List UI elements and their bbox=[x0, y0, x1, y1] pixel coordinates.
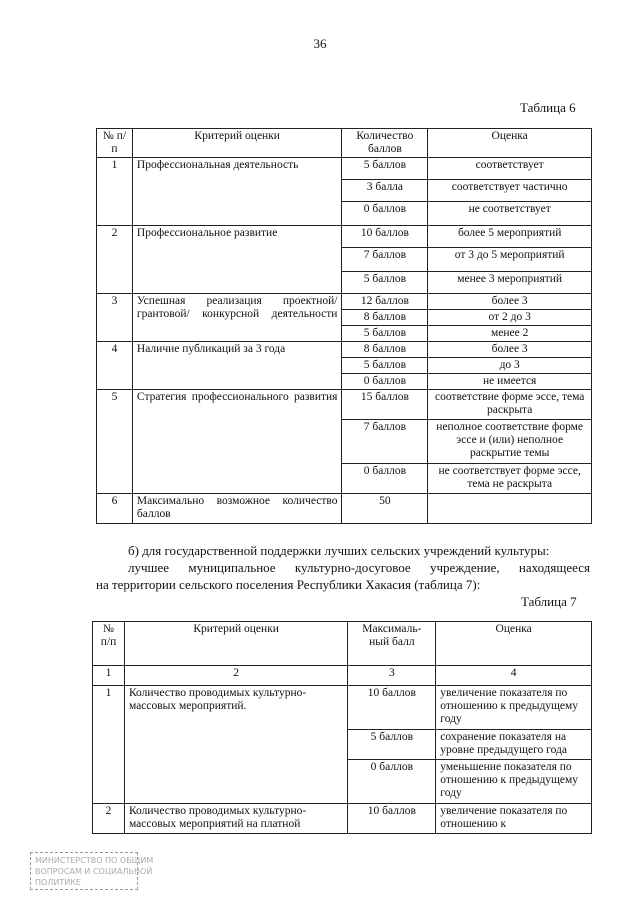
points: 10 баллов bbox=[348, 804, 436, 834]
points: 5 баллов bbox=[342, 326, 428, 342]
row-number: 1 bbox=[97, 158, 133, 226]
column-number: 2 bbox=[124, 666, 347, 686]
row-number: 5 bbox=[97, 390, 133, 494]
table7-header-num: № п/п bbox=[93, 622, 125, 666]
registration-stamp bbox=[30, 852, 154, 890]
table7-header-points: Максималь-ный балл bbox=[348, 622, 436, 666]
criterion: Количество проводимых культурно-массовых мероприятий на платной bbox=[124, 804, 347, 834]
table-row bbox=[97, 390, 592, 420]
table7-header-row bbox=[93, 622, 592, 666]
criterion: Успешная реализация проектной/ грантовой/ конкурсной деятельности bbox=[132, 294, 342, 342]
table6-header-num: № п/п bbox=[97, 129, 133, 158]
assessment bbox=[428, 494, 592, 524]
row-number: 3 bbox=[97, 294, 133, 342]
row-number: 6 bbox=[97, 494, 133, 524]
points: 12 баллов bbox=[342, 294, 428, 310]
criterion: Максимально возможное количество баллов bbox=[132, 494, 342, 524]
criterion: Количество проводимых культурно-массовых мероприятий. bbox=[124, 686, 347, 804]
row-number: 4 bbox=[97, 342, 133, 390]
assessment: увеличение показателя по отношению к bbox=[436, 804, 592, 834]
assessment: увеличение показателя по отношению к предыдущему году bbox=[436, 686, 592, 730]
column-number: 4 bbox=[436, 666, 592, 686]
points: 8 баллов bbox=[342, 310, 428, 326]
points: 5 баллов bbox=[342, 272, 428, 294]
stamp-line: ПОЛИТИКЕ bbox=[35, 878, 81, 887]
page-number: 36 bbox=[313, 36, 327, 51]
row-number: 2 bbox=[97, 226, 133, 294]
table-row bbox=[93, 686, 592, 730]
criterion: Стратегия профессионального развития bbox=[132, 390, 342, 494]
table7-header-assessment: Оценка bbox=[436, 622, 592, 666]
points: 5 баллов bbox=[342, 358, 428, 374]
assessment: уменьшение показателя по отношению к предыдущему году bbox=[436, 760, 592, 804]
table6-header-criterion: Критерий оценки bbox=[132, 129, 342, 158]
assessment: более 3 bbox=[428, 294, 592, 310]
table7 bbox=[92, 621, 592, 834]
points: 0 баллов bbox=[348, 760, 436, 804]
points: 10 баллов bbox=[348, 686, 436, 730]
points: 7 баллов bbox=[342, 248, 428, 272]
assessment: сохранение показателя на уровне предыдущего года bbox=[436, 730, 592, 760]
paragraph-line-2: лучшее муниципальное культурно-досуговое учреждение, находящееся bbox=[128, 560, 590, 575]
stamp-line: МИНИСТЕРСТВО ПО ОБЩИМ bbox=[35, 856, 154, 865]
table6-caption: Таблица 6 bbox=[520, 100, 576, 115]
points: 5 баллов bbox=[342, 158, 428, 180]
points: 0 баллов bbox=[342, 374, 428, 390]
assessment: до 3 bbox=[428, 358, 592, 374]
points: 3 балла bbox=[342, 180, 428, 202]
table-row bbox=[93, 804, 592, 834]
criterion: Профессиональная деятельность bbox=[132, 158, 342, 226]
column-number: 3 bbox=[348, 666, 436, 686]
table-row bbox=[97, 294, 592, 310]
table7-caption: Таблица 7 bbox=[521, 594, 577, 609]
assessment: менее 2 bbox=[428, 326, 592, 342]
column-number: 1 bbox=[93, 666, 125, 686]
points: 8 баллов bbox=[342, 342, 428, 358]
criterion: Наличие публикаций за 3 года bbox=[132, 342, 342, 390]
table7-column-numbers-row bbox=[93, 666, 592, 686]
points: 0 баллов bbox=[342, 464, 428, 494]
points: 15 баллов bbox=[342, 390, 428, 420]
assessment: не соответствует форме эссе, тема не раскрыта bbox=[428, 464, 592, 494]
table7-header-criterion: Критерий оценки bbox=[124, 622, 347, 666]
table-row bbox=[97, 158, 592, 180]
table6-header-row bbox=[97, 129, 592, 158]
stamp-line: ВОПРОСАМ И СОЦИАЛЬНОЙ bbox=[35, 867, 153, 876]
criterion: Профессиональное развитие bbox=[132, 226, 342, 294]
points: 10 баллов bbox=[342, 226, 428, 248]
table6-header-assessment: Оценка bbox=[428, 129, 592, 158]
assessment: от 3 до 5 мероприятий bbox=[428, 248, 592, 272]
assessment: менее 3 мероприятий bbox=[428, 272, 592, 294]
points: 0 баллов bbox=[342, 202, 428, 226]
assessment: не имеется bbox=[428, 374, 592, 390]
table6-header-points: Количество баллов bbox=[342, 129, 428, 158]
points: 5 баллов bbox=[348, 730, 436, 760]
points: 50 bbox=[342, 494, 428, 524]
row-number: 2 bbox=[93, 804, 125, 834]
assessment: не соответствует bbox=[428, 202, 592, 226]
row-number: 1 bbox=[93, 686, 125, 804]
assessment: неполное соответствие форме эссе и (или) неполное раскрытие темы bbox=[428, 420, 592, 464]
assessment: соответствие форме эссе, тема раскрыта bbox=[428, 390, 592, 420]
table-row bbox=[97, 494, 592, 524]
paragraph-line-1: б) для государственной поддержки лучших сельских учреждений культуры: bbox=[128, 543, 550, 558]
paragraph-line-3: на территории сельского поселения Республики Хакасия (таблица 7): bbox=[96, 577, 481, 592]
table-row bbox=[97, 226, 592, 248]
assessment: от 2 до 3 bbox=[428, 310, 592, 326]
table-row bbox=[97, 342, 592, 358]
assessment: более 5 мероприятий bbox=[428, 226, 592, 248]
assessment: соответствует bbox=[428, 158, 592, 180]
assessment: соответствует частично bbox=[428, 180, 592, 202]
assessment: более 3 bbox=[428, 342, 592, 358]
points: 7 баллов bbox=[342, 420, 428, 464]
table6 bbox=[96, 128, 592, 524]
